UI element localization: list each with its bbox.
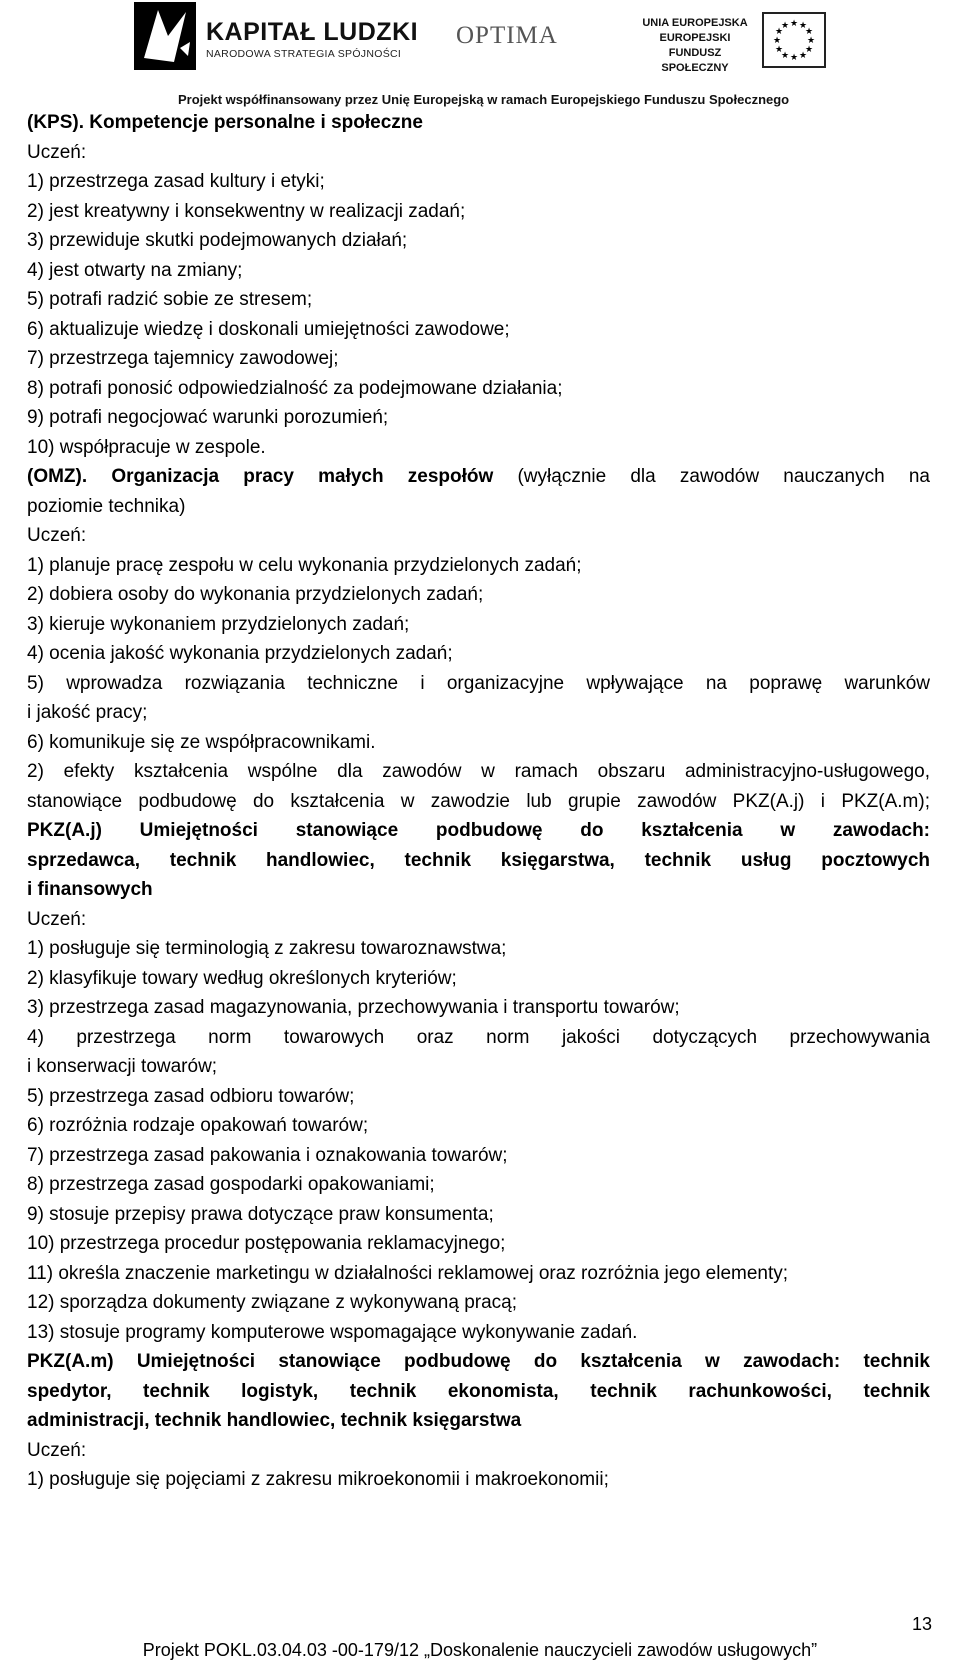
svg-text:★: ★	[780, 51, 790, 61]
section-note-continued: poziomie technika)	[27, 495, 186, 517]
list-item: 3) przewiduje skutki podejmowanych działań;	[27, 230, 408, 251]
list-item: 1) posługuje się pojęciami z zakresu mikroekonomii i makroekonomii;	[27, 1469, 609, 1490]
list-item: 4) jest otwarty na zmiany;	[27, 259, 243, 281]
footer-project-line: Projekt POKL.03.04.03 -00-179/12 „Doskonalenie nauczycieli zawodów usługowych”	[142, 1640, 818, 1660]
svg-text:★: ★	[798, 51, 808, 61]
svg-text:★: ★	[789, 53, 799, 63]
list-item: 11) określa znaczenie marketingu w działalności reklamowej oraz rozróżnia jego elementy;	[27, 1262, 789, 1284]
section-heading-pkz-am-continued: spedytor, technik logistyk, technik ekonomista, technik rachunkowości, technik	[27, 1380, 930, 1402]
kapital-ludzki-title: KAPITAŁ LUDZKI	[206, 18, 419, 46]
list-item: 8) przestrzega zasad gospodarki opakowaniami;	[27, 1174, 435, 1195]
section-note: (wyłącznie dla zawodów nauczanych na	[517, 466, 930, 487]
uczen-label: Uczeń:	[27, 1439, 87, 1461]
list-item: 10) przestrzega procedur postępowania reklamacyjnego;	[27, 1233, 506, 1254]
list-item: 3) kieruje wykonaniem przydzielonych zadań;	[27, 613, 410, 635]
list-item: 6) aktualizuje wiedzę i doskonali umiejętności zawodowe;	[27, 318, 510, 340]
list-item: 5) wprowadza rozwiązania techniczne i organizacyjne wpływające na poprawę warunków	[27, 672, 930, 694]
list-item: 9) potrafi negocjować warunki porozumień;	[27, 407, 389, 428]
list-item: 10) współpracuje w zespole.	[27, 436, 266, 458]
svg-text:★: ★	[774, 45, 784, 55]
list-item: 4) ocenia jakość wykonania przydzielonych zadań;	[27, 643, 453, 664]
svg-text:★: ★	[774, 27, 784, 37]
paragraph-efekty-continued: stanowiące podbudowę do kształcenia w zawodzie lub grupie zawodów PKZ(A.j) i PKZ(A.m);	[27, 790, 930, 812]
document-body	[27, 108, 930, 1495]
page-number: 13	[911, 1614, 932, 1634]
optima-wordmark: OPTIMA	[456, 22, 558, 49]
uczen-label: Uczeń:	[27, 908, 87, 930]
list-item-continued: i jakość pracy;	[27, 702, 148, 723]
eu-text-line: EUROPEJSKI	[659, 32, 731, 44]
section-heading-omz	[27, 462, 930, 492]
eu-text	[636, 16, 754, 76]
page-header	[0, 0, 960, 112]
list-item: 3) przestrzega zasad magazynowania, przechowywania i transportu towarów;	[27, 997, 680, 1018]
svg-text:★: ★	[804, 27, 814, 37]
kapital-ludzki-emblem-icon	[134, 2, 196, 70]
list-item: 5) przestrzega zasad odbioru towarów;	[27, 1085, 355, 1107]
list-item: 6) rozróżnia rodzaje opakowań towarów;	[27, 1115, 369, 1136]
list-item: 4) przestrzega norm towarowych oraz norm jakości dotyczących przechowywania	[27, 1026, 930, 1048]
cofinancing-caption: Projekt współfinansowany przez Unię Europejską w ramach Europejskiego Funduszu Społecznego	[178, 92, 790, 107]
list-item: 1) przestrzega zasad kultury i etyki;	[27, 171, 325, 192]
section-heading-kps	[27, 108, 930, 138]
list-item: 1) planuje pracę zespołu w celu wykonania przydzielonych zadań;	[27, 554, 582, 576]
list-item: 9) stosuje przepisy prawa dotyczące praw konsumenta;	[27, 1203, 494, 1225]
section-code: (KPS).	[27, 112, 84, 133]
list-item: 13) stosuje programy komputerowe wspomagające wykonywanie zadań.	[27, 1321, 638, 1343]
list-item: 1) posługuje się terminologią z zakresu towaroznawstwa;	[27, 938, 507, 959]
section-heading-pkz-am-continued: administracji, technik handlowiec, technik księgarstwa	[27, 1410, 522, 1431]
list-item: 7) przestrzega tajemnicy zawodowej;	[27, 348, 339, 369]
list-item: 6) komunikuje się ze współpracownikami.	[27, 731, 376, 753]
list-item: 2) jest kreatywny i konsekwentny w realizacji zadań;	[27, 200, 466, 222]
kapital-ludzki-logo	[134, 0, 419, 72]
paragraph-efekty: 2) efekty kształcenia wspólne dla zawodów w ramach obszaru administracyjno-usługowego,	[27, 761, 930, 782]
svg-text:★: ★	[806, 36, 816, 46]
section-heading-pkz-aj-continued: sprzedawca, technik handlowiec, technik księgarstwa, technik usług pocztowych	[27, 849, 930, 871]
svg-text:★: ★	[789, 19, 799, 29]
section-heading-pkz-am: PKZ(A.m) Umiejętności stanowiące podbudowę do kształcenia w zawodach: technik	[27, 1351, 930, 1372]
svg-text:★: ★	[798, 21, 808, 31]
list-item: 2) dobiera osoby do wykonania przydzielonych zadań;	[27, 584, 484, 605]
list-item-continued: i konserwacji towarów;	[27, 1056, 218, 1077]
list-item: 2) klasyfikuje towary według określonych kryteriów;	[27, 967, 457, 989]
list-item: 12) sporządza dokumenty związane z wykonywaną pracą;	[27, 1292, 518, 1313]
section-title: Kompetencje personalne i społeczne	[89, 112, 423, 133]
eu-text-line: FUNDUSZ SPOŁECZNY	[661, 47, 729, 74]
uczen-label: Uczeń:	[27, 525, 87, 546]
list-item: 8) potrafi ponosić odpowiedzialność za podejmowane działania;	[27, 377, 563, 399]
svg-text:★: ★	[804, 45, 814, 55]
svg-text:★: ★	[772, 36, 782, 46]
section-heading-pkz-aj-continued: i finansowych	[27, 879, 153, 900]
eu-logo	[636, 10, 836, 74]
section-title: Organizacja pracy małych zespołów	[111, 466, 494, 487]
optima-logo	[456, 22, 566, 62]
uczen-label: Uczeń:	[27, 141, 87, 163]
svg-text:★: ★	[780, 21, 790, 31]
kapital-ludzki-subtitle: NARODOWA STRATEGIA SPÓJNOŚCI	[206, 48, 402, 60]
section-heading-pkz-aj: PKZ(A.j) Umiejętności stanowiące podbudowę do kształcenia w zawodach:	[27, 820, 930, 841]
list-item: 7) przestrzega zasad pakowania i oznakowania towarów;	[27, 1144, 508, 1166]
list-item: 5) potrafi radzić sobie ze stresem;	[27, 289, 313, 310]
eu-flag-icon	[762, 12, 826, 68]
section-code: (OMZ).	[27, 466, 88, 487]
eu-text-line: UNIA EUROPEJSKA	[642, 17, 748, 29]
